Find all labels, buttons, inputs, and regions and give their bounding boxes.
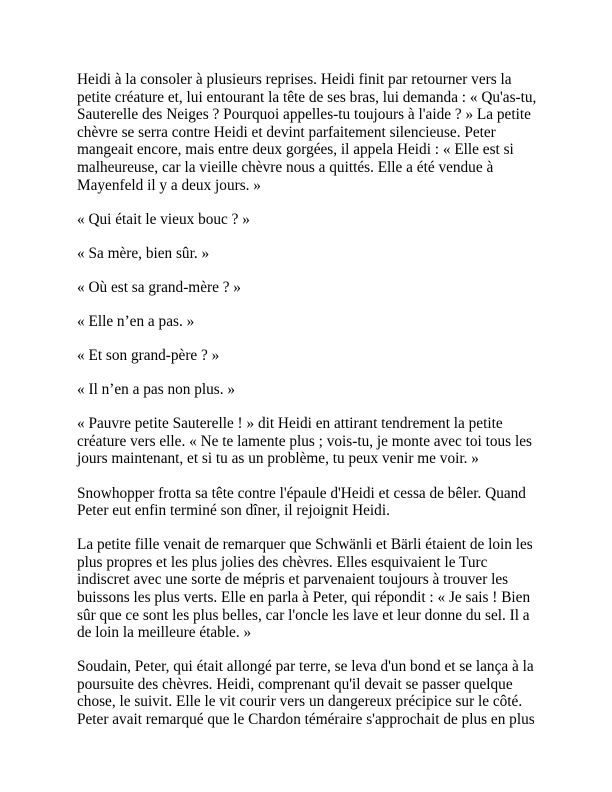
paragraph: Snowhopper frotta sa tête contre l'épaule d'Heidi et cessa de bêler. Quand Peter eut enfin terminé son dîner, il rejoignit Heidi. — [77, 484, 526, 520]
paragraph: Soudain, Peter, qui était allongé par terre, se leva d'un bond et se lança à la poursuite des chèvres. Heidi, comprenant qu'il devait se passer quelque chose, le suivit. Elle le vit courir vers un dangereux précipice sur le côté. Peter avait remarqué que le Chardon téméraire s'approchait de plus en plus — [77, 658, 535, 729]
paragraph: Heidi à la consoler à plusieurs reprises. Heidi finit par retourner vers la petite créature et, lui entourant la tête de ses bras, lui demanda : « Qu'as-tu, Sauterelle des Neiges ? Pourquoi appelles-tu toujours à l'aide ? » La petite chèvre se serra contre Heidi et devint parfaitement silencieuse. Peter mangeait encore, mais entre deux gorgées, il appela Heidi : « Elle est si malheureuse, car la vieille chèvre nous a quittés. Elle a été vendue à Mayenfeld il y a deux jours. » — [77, 71, 537, 194]
paragraph: « Qui était le vieux bouc ? » — [77, 210, 250, 228]
paragraph: « Pauvre petite Sauterelle ! » dit Heidi en attirant tendrement la petite créature vers elle. « Ne te lamente plus ; vois-tu, je monte avec toi tous les jours maintenant, et si tu as un problème, tu peux venir me voir. » — [77, 415, 532, 468]
paragraph: « Et son grand-père ? » — [77, 347, 220, 365]
paragraph: La petite fille venait de remarquer que Schwänli et Bärli étaient de loin les plus propres et les plus jolies des chèvres. Elles esquivaient le Turc indiscret avec une sorte de mépris et parvenaient toujours à trouver les buissons les plus verts. Elle en parla à Peter, qui répondit : « Je sais ! Bien sûr que ce sont les plus belles, car l'oncle les lave et leur donne du sel. Il a de loin la meilleure étable. » — [77, 536, 533, 642]
paragraph: « Il n’en a pas non plus. » — [77, 381, 236, 399]
paragraph: « Sa mère, bien sûr. » — [77, 244, 210, 262]
body-text — [77, 71, 537, 745]
paragraph: « Elle n’en a pas. » — [77, 312, 195, 330]
paragraph: « Où est sa grand-mère ? » — [77, 278, 241, 296]
